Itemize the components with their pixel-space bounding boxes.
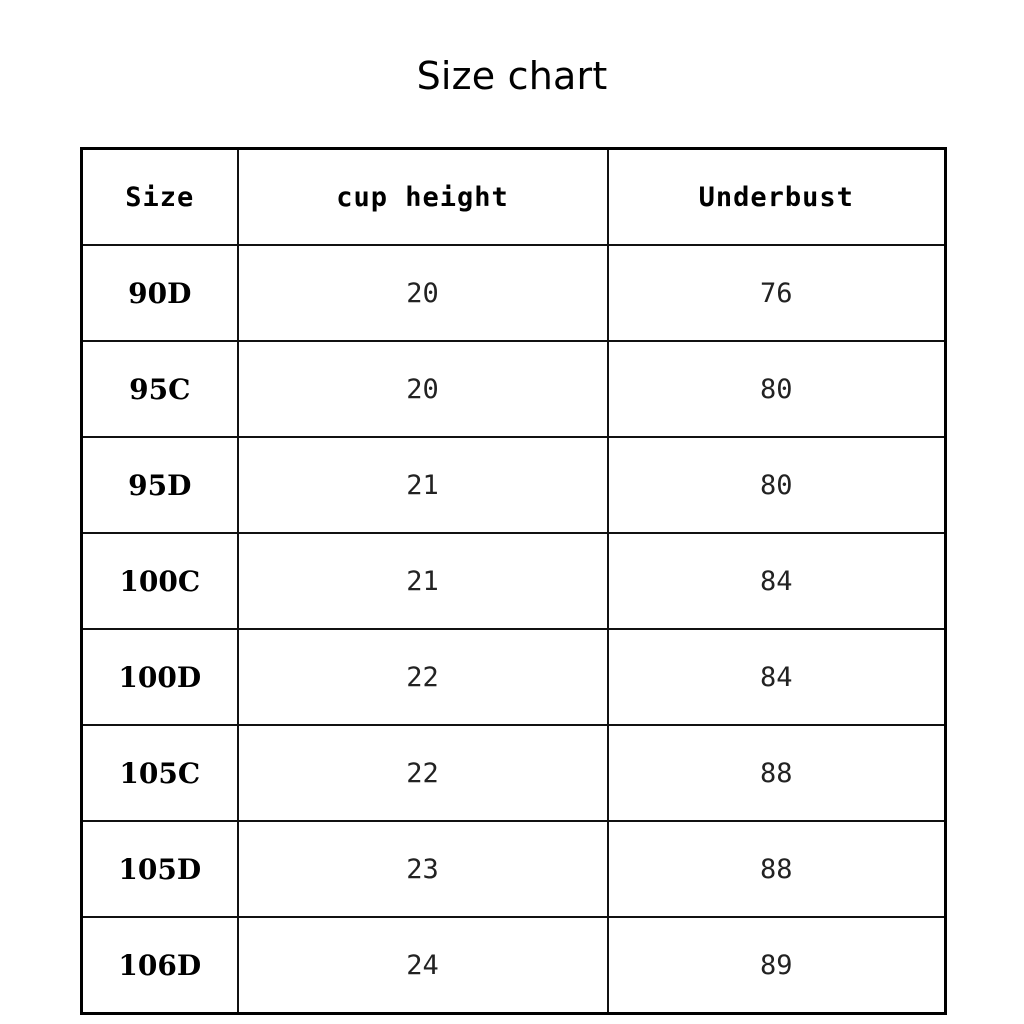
table-row	[82, 341, 946, 437]
size-cell: 95C	[82, 341, 238, 437]
table-row	[82, 821, 946, 917]
cup-height-cell: 20	[238, 245, 608, 341]
cup-height-cell: 21	[238, 437, 608, 533]
column-header-cup-height: cup height	[238, 149, 608, 246]
table-row	[82, 437, 946, 533]
cup-height-cell: 23	[238, 821, 608, 917]
table-row	[82, 917, 946, 1014]
size-cell: 100C	[82, 533, 238, 629]
table-row	[82, 629, 946, 725]
underbust-cell: 80	[608, 437, 946, 533]
cup-height-cell: 20	[238, 341, 608, 437]
size-cell: 105D	[82, 821, 238, 917]
cup-height-cell: 22	[238, 629, 608, 725]
size-chart-table	[80, 147, 947, 1015]
table-row	[82, 533, 946, 629]
cup-height-cell: 24	[238, 917, 608, 1014]
underbust-cell: 89	[608, 917, 946, 1014]
size-cell: 90D	[82, 245, 238, 341]
cup-height-cell: 21	[238, 533, 608, 629]
underbust-cell: 88	[608, 725, 946, 821]
size-cell: 106D	[82, 917, 238, 1014]
table-row	[82, 725, 946, 821]
column-header-underbust: Underbust	[608, 149, 946, 246]
table-header-row	[82, 149, 946, 246]
column-header-size: Size	[82, 149, 238, 246]
underbust-cell: 76	[608, 245, 946, 341]
underbust-cell: 84	[608, 629, 946, 725]
underbust-cell: 84	[608, 533, 946, 629]
cup-height-cell: 22	[238, 725, 608, 821]
size-cell: 95D	[82, 437, 238, 533]
underbust-cell: 88	[608, 821, 946, 917]
size-cell: 105C	[82, 725, 238, 821]
page-title: Size chart	[416, 54, 608, 98]
underbust-cell: 80	[608, 341, 946, 437]
size-cell: 100D	[82, 629, 238, 725]
table-row	[82, 245, 946, 341]
